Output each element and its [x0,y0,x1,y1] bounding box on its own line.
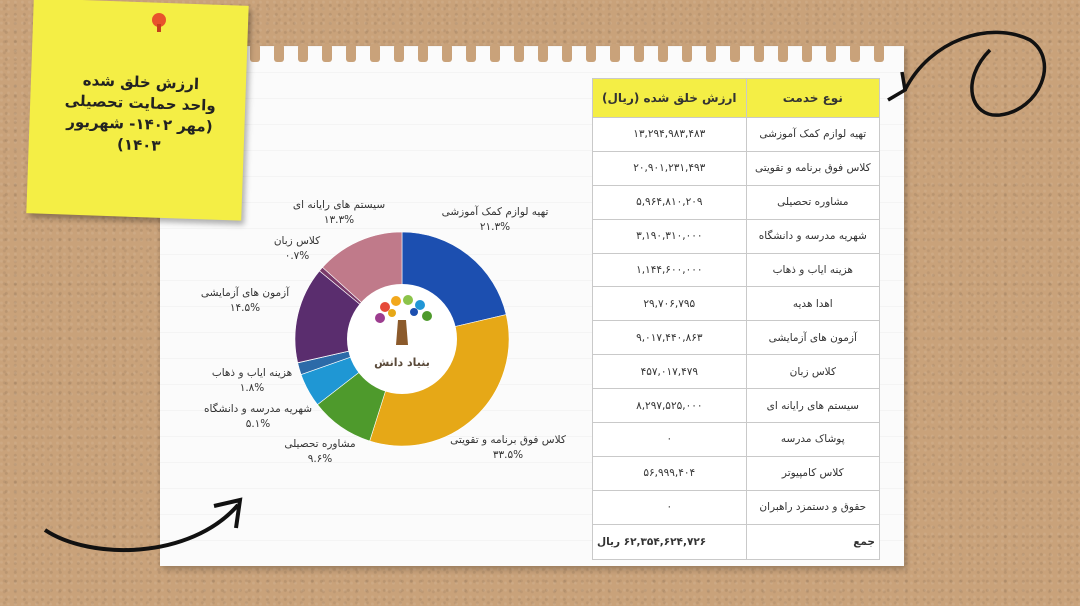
slice-percent-label: ۱۳.۳% [323,214,355,226]
value-cell: ۵,۹۶۴,۸۱۰,۲۰۹ [593,185,747,219]
value-cell: ۰ [593,423,747,457]
sticky-title-line3: (مهر ۱۴۰۲- شهریور ۱۴۰۳) [66,112,213,155]
value-cell: ۸,۲۹۷,۵۲۵,۰۰۰ [593,389,747,423]
service-cell: پوشاک مدرسه [746,423,879,457]
table-header-row [593,79,880,118]
value-cell: ۳,۱۹۰,۳۱۰,۰۰۰ [593,219,747,253]
table-row [593,490,880,524]
table-row [593,253,880,287]
slice-label: سیستم های رایانه ای [292,199,386,211]
total-label: جمع [746,524,879,559]
value-cell: ۱۳,۲۹۴,۹۸۳,۴۸۳ [593,118,747,152]
table-row [593,389,880,423]
table-row [593,151,880,185]
slice-label: شهریه مدرسه و دانشگاه [203,403,313,415]
service-cell: کلاس زبان [746,355,879,389]
slice-label: تهیه لوازم کمک آموزشی [441,206,549,218]
slice-percent-label: ۰.۷% [284,250,310,262]
logo-text: بنیاد دانش [374,356,430,369]
table-row [593,355,880,389]
service-cell: آزمون های آزمایشی [746,321,879,355]
slice-percent-label: ۱.۸% [239,382,265,394]
table-row [593,321,880,355]
value-cell: ۲۰,۹۰۱,۲۳۱,۴۹۳ [593,151,747,185]
slice-label: کلاس فوق برنامه و تقویتی [450,434,566,446]
header-value: ارزش خلق شده (ریال) [593,79,747,118]
table-row [593,219,880,253]
table-row [593,423,880,457]
arrow-doodle-top-head [888,72,905,100]
service-cell: شهریه مدرسه و دانشگاه [746,219,879,253]
header-service: نوع خدمت [746,79,879,118]
service-cell: هزینه ایاب و ذهاب [746,253,879,287]
arrow-doodle-bottom [45,505,238,550]
slice-percent-label: ۹.۶% [307,453,333,465]
sticky-title-line2: واحد حمایت تحصیلی [64,91,217,115]
value-cell: ۲۹,۷۰۶,۷۹۵ [593,287,747,321]
slice-percent-label: ۱۴.۵% [229,302,261,314]
value-cell: ۴۵۷,۰۱۷,۴۷۹ [593,355,747,389]
sticky-title-line1: ارزش خلق شده [82,71,200,94]
service-cell: تهیه لوازم کمک آموزشی [746,118,879,152]
slice-percent-label: ۲۱.۳% [479,221,511,233]
service-cell: اهدا هدیه [746,287,879,321]
value-cell: ۹,۰۱۷,۴۴۰,۸۶۳ [593,321,747,355]
slice-label: کلاس زبان [273,235,321,247]
service-cell: کلاس فوق برنامه و تقویتی [746,151,879,185]
slice-percent-label: ۵.۱% [245,418,271,430]
value-cell: ۵۶,۹۹۹,۴۰۴ [593,456,747,490]
value-cell: ۱,۱۴۴,۶۰۰,۰۰۰ [593,253,747,287]
table-row [593,287,880,321]
service-cell: حقوق و دستمزد راهبران [746,490,879,524]
slice-label: هزینه ایاب و ذهاب [211,367,293,379]
service-cell: کلاس کامپیوتر [746,456,879,490]
arrow-doodle-top [905,32,1044,115]
slice-label: مشاوره تحصیلی [284,438,356,450]
table-row [593,456,880,490]
table-row [593,118,880,152]
table-total-row [593,524,880,559]
total-value: ۶۲,۳۵۴,۶۲۴,۷۲۶ ریال [593,524,747,559]
service-cell: سیستم های رایانه ای [746,389,879,423]
value-cell: ۰ [593,490,747,524]
slice-label: آزمون های آزمایشی [200,287,290,299]
value-table [592,78,880,560]
table-row [593,185,880,219]
slice-percent-label: ۳۳.۵% [492,449,524,461]
service-cell: مشاوره تحصیلی [746,185,879,219]
